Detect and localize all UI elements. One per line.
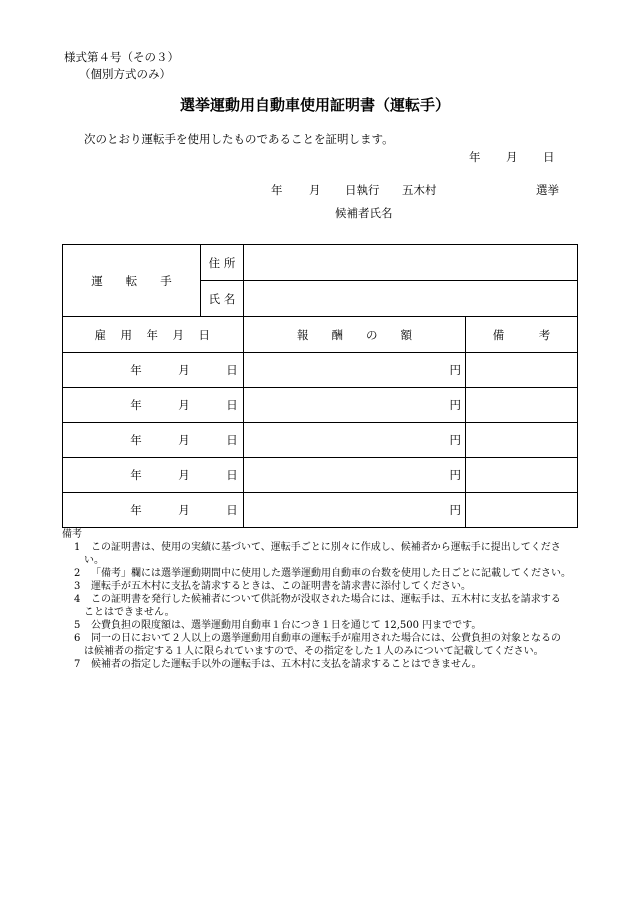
issue-date-day: 日 — [543, 150, 555, 164]
note-text: 同一の日において２人以上の選挙運動用自動車の運転手が雇用された場合には、公費負担の対象となるの — [91, 633, 561, 644]
date-year: 年 — [130, 433, 142, 447]
note-item-5 — [62, 619, 577, 632]
driver-label: 運 転 手 — [91, 273, 172, 288]
date-day: 日 — [226, 363, 238, 377]
remarks-cell — [466, 353, 578, 388]
notes-heading-row — [62, 528, 577, 541]
date-fields — [63, 467, 243, 483]
table-row — [63, 493, 578, 528]
driver-label-cell — [63, 245, 201, 317]
date-fields — [63, 362, 243, 378]
address-label-cell — [201, 245, 244, 281]
table-row — [63, 353, 578, 388]
notes-heading: 備考 — [62, 529, 82, 540]
note-text: 運転手が五木村に支払を請求するときは、この証明書を請求書に添付してください。 — [91, 581, 471, 592]
note-number: 4 — [74, 594, 81, 605]
table-row — [63, 458, 578, 493]
note-number: 3 — [74, 581, 81, 592]
election-date-month: 月 — [309, 183, 321, 197]
note-item-4 — [62, 593, 577, 606]
note-number: 6 — [74, 633, 81, 644]
date-year: 年 — [130, 503, 142, 517]
certification-statement: 次のとおり運転手を使用したものであることを証明します。 — [84, 132, 394, 146]
remarks-cell — [466, 493, 578, 528]
issue-date-year: 年 — [469, 150, 481, 164]
candidate-name-label: 候補者氏名 — [335, 206, 393, 220]
date-year: 年 — [130, 363, 142, 377]
employment-date-cell — [63, 388, 244, 423]
note-number: 7 — [74, 659, 81, 670]
date-day: 日 — [226, 468, 238, 482]
note-item-6-continued — [62, 645, 577, 658]
date-year: 年 — [130, 468, 142, 482]
election-date-year: 年 — [271, 183, 283, 197]
note-text: 「備考」欄には選挙運動期間中に使用した選挙運動用自動車の台数を使用した日ごとに記載してください。 — [91, 568, 571, 579]
table-row — [63, 388, 578, 423]
driver-certificate-table — [62, 244, 578, 528]
address-row — [63, 245, 578, 281]
note-text: この証明書は、使用の実績に基づいて、運転手ごとに別々に作成し、候補者から運転手に提出してくださ — [91, 542, 561, 553]
date-fields — [63, 502, 243, 518]
note-item-7 — [62, 658, 577, 671]
currency-yen: 円 — [449, 398, 461, 412]
remarks-cell — [466, 458, 578, 493]
note-text-continued: い。 — [84, 555, 104, 566]
currency-yen: 円 — [449, 363, 461, 377]
issue-date-month: 月 — [506, 150, 518, 164]
note-number: 5 — [74, 620, 81, 631]
note-item-6 — [62, 632, 577, 645]
date-month: 月 — [178, 363, 190, 377]
date-month: 月 — [178, 433, 190, 447]
remarks-header-label: 備 考 — [492, 327, 551, 342]
note-text: 公費負担の限度額は、選挙運動用自動車１台につき１日を通じて 12,500 円までです。 — [91, 620, 482, 631]
currency-yen: 円 — [449, 468, 461, 482]
currency-yen: 円 — [449, 433, 461, 447]
election-date-day-executed: 日執行 — [345, 183, 380, 197]
form-number: 様式第４号（その３） — [64, 50, 179, 64]
note-number: 1 — [74, 542, 81, 553]
note-item-1-continued — [62, 554, 577, 567]
remuneration-cell — [244, 493, 466, 528]
date-fields — [63, 397, 243, 413]
remarks-header — [466, 317, 578, 353]
note-item-1 — [62, 541, 577, 554]
date-day: 日 — [226, 433, 238, 447]
note-number: 2 — [74, 568, 81, 579]
date-fields — [63, 432, 243, 448]
table-header-row — [63, 317, 578, 353]
employment-date-cell — [63, 423, 244, 458]
date-day: 日 — [226, 398, 238, 412]
currency-yen: 円 — [449, 503, 461, 517]
election-municipality: 五木村 — [402, 183, 437, 197]
remuneration-cell — [244, 458, 466, 493]
note-text-continued: は候補者の指定する１人に限られていますので、その指定をした１人のみについて記載してください。 — [84, 646, 544, 657]
document-title: 選挙運動用自動車使用証明書（運転手） — [179, 96, 450, 114]
remuneration-header-label: 報 酬 の 額 — [297, 327, 412, 342]
election-label: 選挙 — [536, 183, 559, 197]
note-item-3 — [62, 580, 577, 593]
note-item-4-continued — [62, 606, 577, 619]
name-value-cell — [244, 281, 578, 317]
note-text-continued: ことはできません。 — [84, 607, 175, 618]
notes-section — [62, 528, 577, 671]
address-value-cell — [244, 245, 578, 281]
form-subtitle: （個別方式のみ） — [79, 67, 171, 81]
remuneration-cell — [244, 423, 466, 458]
employment-date-cell — [63, 493, 244, 528]
note-item-2 — [62, 567, 577, 580]
remuneration-cell — [244, 353, 466, 388]
note-text: 候補者の指定した運転手以外の運転手は、五木村に支払を請求することはできません。 — [91, 659, 482, 670]
remuneration-header — [244, 317, 466, 353]
date-month: 月 — [178, 398, 190, 412]
employment-date-header — [63, 317, 244, 353]
employment-date-header-label: 雇 用 年 月 日 — [94, 327, 212, 342]
date-day: 日 — [226, 503, 238, 517]
remuneration-cell — [244, 388, 466, 423]
name-label-cell — [201, 281, 244, 317]
name-label: 氏 名 — [208, 291, 236, 306]
address-label: 住 所 — [208, 255, 236, 270]
employment-date-cell — [63, 458, 244, 493]
remarks-cell — [466, 423, 578, 458]
date-month: 月 — [178, 468, 190, 482]
date-month: 月 — [178, 503, 190, 517]
remarks-cell — [466, 388, 578, 423]
employment-date-cell — [63, 353, 244, 388]
date-year: 年 — [130, 398, 142, 412]
table-row — [63, 423, 578, 458]
note-text: この証明書を発行した候補者について供託物が没収された場合には、運転手は、五木村に支払を請求する — [91, 594, 561, 605]
